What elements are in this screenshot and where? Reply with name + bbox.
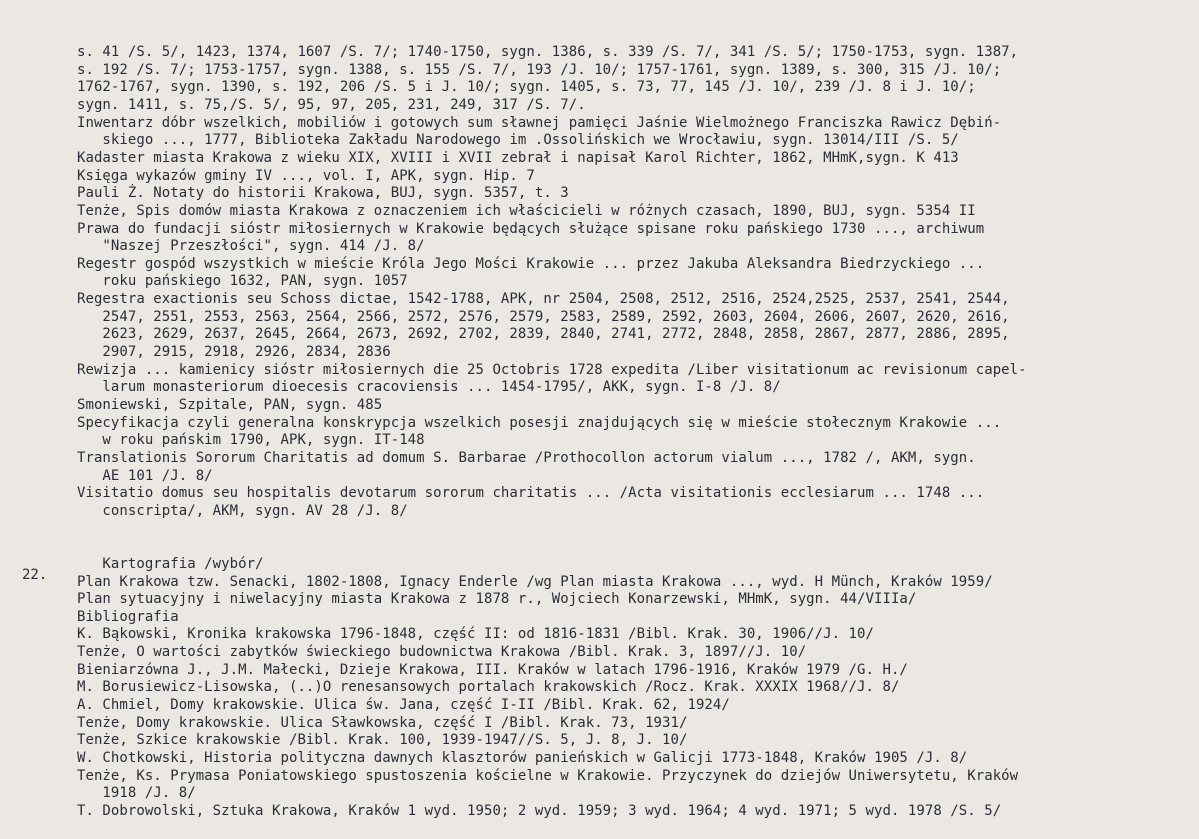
text-line: 2623, 2629, 2637, 2645, 2664, 2673, 2692, 2702, 2839, 2840, 2741, 2772, 2848, 2858, 2867, 2877, 2886, 2895, <box>77 326 1010 343</box>
text-line: skiego ..., 1777, Biblioteka Zakładu Narodowego im .Ossolińskich we Wrocławiu, sygn. 13014/III /S. 5/ <box>77 132 959 149</box>
text-line: Smoniewski, Szpitale, PAN, sygn. 485 <box>77 397 383 413</box>
text-line: Tenże, Ks. Prymasa Poniatowskiego spustoszenia kościelne w Krakowie. Przyczynek do dziejów Uniwersytetu, Kraków <box>77 767 1019 784</box>
text-line: Visitatio domus seu hospitalis devotarum sororum charitatis ... /Acta visitationis ecclesiarum ... 1748 ... <box>77 485 985 502</box>
text-line: Prawa do fundacji sióstr miłosiernych w Krakowie będących służące spisane roku pańskiego 1730 ..., archiwum <box>77 220 985 237</box>
text-line: Tenże, Spis domów miasta Krakowa z oznaczeniem ich właścicieli w różnych czasach, 1890, BUJ, sygn. 5354 II <box>77 202 976 219</box>
text-line: Bieniarzówna J., J.M. Małecki, Dzieje Krakowa, III. Kraków w latach 1796-1916, Kraków 1979 /G. H./ <box>77 661 908 678</box>
text-line: conscripta/, AKM, sygn. AV 28 /J. 8/ <box>77 502 408 519</box>
text-line: Kadaster miasta Krakowa z wieku XIX, XVIII i XVII zebrał i napisał Karol Richter, 1862, MHmK,sygn. K 413 <box>77 149 959 166</box>
text-line: Tenże, O wartości zabytków świeckiego budownictwa Krakowa /Bibl. Krak. 3, 1897//J. 10/ <box>77 644 807 661</box>
text-line: 1762-1767, sygn. 1390, s. 192, 206 /S. 5 i J. 10/; sygn. 1405, s. 73, 77, 145 /J. 10/, 239 /J. 8 i J. 10/; <box>77 79 976 96</box>
text-line: M. Borusiewicz-Lisowska, (..)O renesansowych portalach krakowskich /Rocz. Krak. XXXIX 1968//J. 8/ <box>77 679 900 696</box>
text-line: K. Bąkowski, Kronika krakowska 1796-1848, część II: od 1816-1831 /Bibl. Krak. 30, 1906//J. 10/ <box>77 626 874 643</box>
text-line: Tenże, Domy krakowskie. Ulica Sławkowska, część I /Bibl. Krak. 73, 1931/ <box>77 714 688 731</box>
text-line: Księga wykazów gminy IV ..., vol. I, APK, sygn. Hip. 7 <box>77 167 535 184</box>
text-line: sygn. 1411, s. 75,/S. 5/, 95, 97, 205, 231, 249, 317 /S. 7/. <box>77 96 586 113</box>
text-line: "Naszej Przeszłości", sygn. 414 /J. 8/ <box>77 238 425 255</box>
text-line: Rewizja ... kamienicy sióstr miłosiernych die 25 Octobris 1728 expedita /Liber visitationum ac revisionum capel- <box>77 361 1027 378</box>
text-line: Regestr gospód wszystkich w mieście Króla Jego Mości Krakowie ... przez Jakuba Aleksandra Biedrzyckiego ... <box>77 255 985 272</box>
text-line: Bibliografia <box>77 608 179 625</box>
text-line: larum monasteriorum dioecesis cracoviensis ... 1454-1795/, AKK, sygn. I-8 /J. 8/ <box>77 379 781 396</box>
text-line: A. Chmiel, Domy krakowskie. Ulica św. Jana, część I-II /Bibl. Krak. 62, 1924/ <box>77 697 730 714</box>
text-line: Regestra exactionis seu Schoss dictae, 1542-1788, APK, nr 2504, 2508, 2512, 2516, 2524,2525, 2537, 2541, 2544, <box>77 291 1010 308</box>
text-line: 1918 /J. 8/ <box>77 785 196 802</box>
text-line: Pauli Ż. Notaty do historii Krakowa, BUJ, sygn. 5357, t. 3 <box>77 185 569 202</box>
section-number: 22. <box>22 567 48 583</box>
text-line: W. Chotkowski, Historia polityczna dawnych klasztorów panieńskich w Galicji 1773-1848, Kraków 1905 /J. 8/ <box>77 750 968 766</box>
text-line: Tenże, Szkice krakowskie /Bibl. Krak. 100, 1939-1947//S. 5, J. 8, J. 10/ <box>77 732 688 749</box>
text-line: T. Dobrowolski, Sztuka Krakowa, Kraków 1 wyd. 1950; 2 wyd. 1959; 3 wyd. 1964; 4 wyd. 1971; 5 wyd. 1978 /S. 5/ <box>77 802 1002 819</box>
text-line: s. 192 /S. 7/; 1753-1757, sygn. 1388, s. 155 /S. 7/, 193 /J. 10/; 1757-1761, sygn. 1389, s. 300, 315 /J. 10/; <box>77 61 1002 78</box>
text-line: Kartografia /wybór/ <box>77 555 264 572</box>
text-line: AE 101 /J. 8/ <box>77 467 213 484</box>
text-line: 2907, 2915, 2918, 2926, 2834, 2836 <box>77 344 391 361</box>
text-line: Plan Krakowa tzw. Senacki, 1802-1808, Ignacy Enderle /wg Plan miasta Krakowa ..., wyd. H Münch, Kraków 1959/ <box>77 573 993 590</box>
text-line: roku pańskiego 1632, PAN, sygn. 1057 <box>77 273 408 290</box>
text-line: s. 41 /S. 5/, 1423, 1374, 1607 /S. 7/; 1740-1750, sygn. 1386, s. 339 /S. 7/, 341 /S. 5/; 1750-1753, sygn. 1387, <box>77 44 1019 60</box>
text-line: Plan sytuacyjny i niwelacyjny miasta Krakowa z 1878 r., Wojciech Konarzewski, MHmK, sygn. 44/VIIIa/ <box>77 591 917 608</box>
text-line: Translationis Sororum Charitatis ad domum S. Barbarae /Prothocollon actorum vialum ..., 1782 /, AKM, sygn. <box>77 449 976 466</box>
text-line: Inwentarz dóbr wszelkich, mobiliów i gotowych sum sławnej pamięci Jaśnie Wielmożnego Franciszka Rawicz Dębiń- <box>77 114 1002 131</box>
text-line: Specyfikacja czyli generalna konskrypcja wszelkich posesji znajdujących się w mieście stołecznym Krakowie ... <box>77 414 1002 431</box>
text-line: 2547, 2551, 2553, 2563, 2564, 2566, 2572, 2576, 2579, 2583, 2589, 2592, 2603, 2604, 2606, 2607, 2620, 2616, <box>77 308 1010 325</box>
text-line: w roku pańskim 1790, APK, sygn. IT-148 <box>77 432 425 449</box>
